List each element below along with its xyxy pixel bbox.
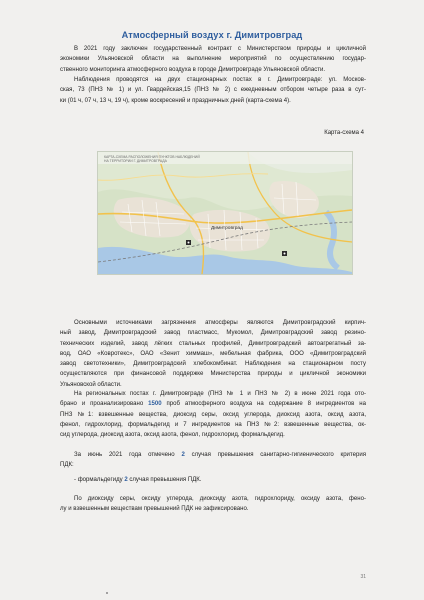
text-fragment: За июнь 2021 года отмечено [74, 452, 182, 458]
text-fragment: - формальдегиду [74, 477, 125, 483]
text-fragment: проб атмосферного воздуха на содержание 8 ингредиентов на [161, 401, 366, 408]
text-line: завод светотехники», Димитровградский хлебокомбинат. Наблюдения на стационарном посту [60, 361, 366, 368]
text-line [60, 450, 366, 460]
map-city-label: Димитровград [211, 226, 243, 231]
formaldehyde-count: 2 [124, 477, 128, 483]
text-line: ный завод, Димитровградский завод пластмасс, Мукомол, Димитровградский завод резино- [60, 330, 366, 337]
scan-mark [106, 592, 108, 594]
text-line: технических изделий, завод лёгких стальных профилей, Димитровградский автоагрегатный за- [60, 340, 366, 347]
paragraph-observations [60, 75, 366, 106]
text-line: ская, 73 (ПНЗ № 1) и ул. Гвардейская,15 (ПНЗ № 2) с ежедневным отбором четыре раза в сут- [60, 87, 366, 94]
paragraph-exceedances [60, 450, 366, 471]
paragraph-no-exceedances [60, 494, 366, 515]
map-caption: Карта-схема 4 [324, 130, 364, 136]
paragraph-pollution-sources [60, 318, 366, 390]
text-line: ки (01 ч, 07 ч, 13 ч, 19 ч), кроме воскресений и праздничных дней (карта-схема 4). [60, 97, 291, 104]
text-line: экономики Ульяновской области на выполнение мероприятий по осуществлению государ- [60, 56, 366, 63]
text-line: Наблюдения проводятся на двух стационарных постах в г. Димитровграде: ул. Москов- [74, 77, 366, 83]
text-fragment: случая превышения санитарно-гигиенического критерия [184, 452, 367, 458]
text-line: фенол, гидрохлорид, формальдегид и 7 ингредиентов на ПНЗ №2: взвешенные вещества, ок- [60, 421, 366, 428]
text-line: осуществляются при финансовой поддержке Министерства природы и цикличной экономики [60, 371, 366, 378]
map-title-line: НА ТЕРРИТОРИИ Г. ДИМИТРОВГРАДА [104, 159, 167, 163]
text-line: ПНЗ №1: взвешенные вещества, диоксид серы, оксид углерода, диоксид азота, оксид азота, [60, 411, 366, 418]
text-line: В 2021 году заключен государственный контракт с Министерством природы и цикличной [74, 46, 366, 52]
text-line: лу и взвешенным веществам превышений ПДК не зафиксировано. [60, 506, 249, 513]
text-line: сид углерода, диоксид азота, оксид азота, фенол, гидрохлорид, формальдегид. [60, 432, 285, 439]
text-fragment: случая превышения ПДК. [127, 477, 202, 483]
text-line: ственного мониторинга атмосферного воздуха в городе Димитровграде Ульяновской области. [60, 66, 326, 73]
map-graphic [98, 152, 352, 274]
text-line: На региональных постах г. Димитровграде (ПНЗ № 1 и ПНЗ № 2) в июне 2021 года ото- [74, 391, 366, 397]
text-line [60, 399, 366, 409]
text-line: Основными источниками загрязнения атмосферы являются Димитровградский кирпич- [74, 320, 366, 326]
map-scheme [97, 151, 353, 275]
sample-count: 1500 [148, 401, 162, 408]
page-number: 31 [360, 574, 366, 580]
text-fragment: брано и проанализировано [60, 401, 149, 408]
paragraph-contract [60, 44, 366, 75]
text-line: ПДК: [60, 462, 74, 469]
list-item-formaldehyde [60, 475, 366, 485]
text-line: По диоксиду серы, оксиду углерода, диоксиду азота, гидрохлориду, оксиду азота, фено- [74, 496, 366, 502]
exceedance-count: 2 [181, 452, 185, 458]
map-title-line: КАРТА-СХЕМА РАСПОЛОЖЕНИЯ ПУНКТОВ НАБЛЮДЕНИЙ [104, 155, 200, 159]
text-line [74, 475, 366, 485]
paragraph-samples [60, 389, 366, 440]
page-title: Атмосферный воздух г. Димитровград [121, 30, 303, 40]
text-line: Ульяновской области. [60, 381, 122, 388]
text-line: вод, ОАО «Ковротекс», ОАО «Зенит химмаш», мебельная фабрика, ООО «Димитровградский [60, 350, 366, 357]
map-title [104, 155, 304, 163]
